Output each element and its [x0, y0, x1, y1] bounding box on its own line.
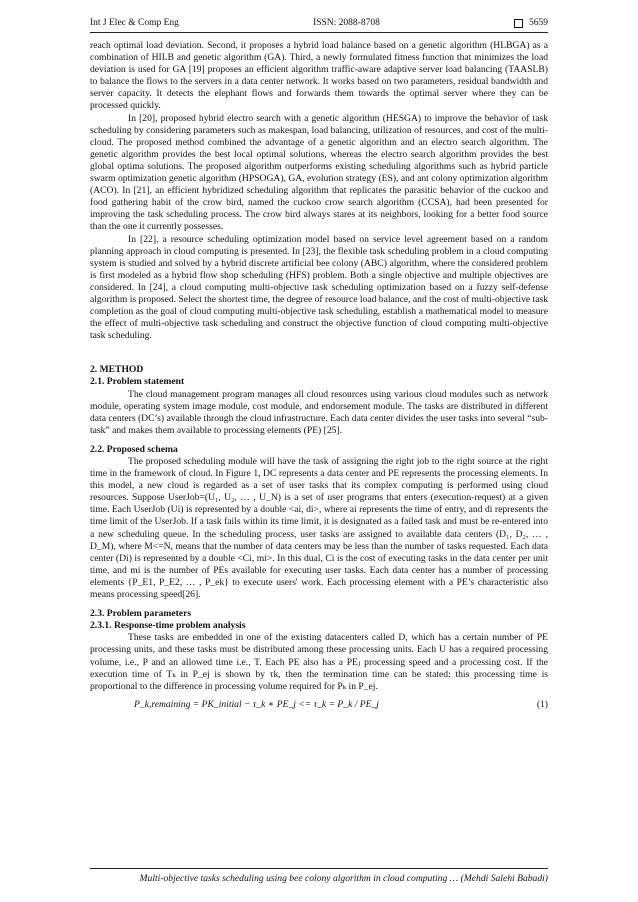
page-number: 5659: [528, 18, 548, 28]
checkbox-square-icon: [514, 19, 523, 28]
paragraph-4: The cloud management program manages all cloud resources using various cloud modules such as network module, operating system image module, cost module, and endorsement module. The tasks are distributed in different data centers (DC’s) available through the cloud infrastructure. Each data center divides the user tasks into several “sub-task” and makes them available to processing elements (PE) [25].: [90, 388, 548, 436]
paragraph-6: These tasks are embedded in one of the existing datacenters called D, which has a certain number of PE processing units, and these tasks must be distributed among these processing units. Each U has a required processing volume, i.e., P and an allowed time i.e., T. Each PE also has a PEⱼ processing speed and a processing cost. If the execution time of Tₖ in P_ej is shown by τk, then the termination time can be stated: this processing time is proportional to the difference in processing volume required for Pₖ in P_ej.: [90, 632, 548, 692]
running-header: [90, 14, 548, 32]
journal-name: Int J Elec & Comp Eng: [90, 18, 179, 28]
page-number-group: [514, 18, 548, 28]
spacer: [90, 437, 548, 444]
equation-1: [90, 699, 548, 711]
equation-number: (1): [536, 698, 548, 710]
running-footer: Multi-objective tasks scheduling using bee colony algorithm in cloud computing … (Mehdi Salehi Babadi): [139, 873, 548, 884]
issn: ISSN: 2088-8708: [313, 18, 380, 28]
paragraph-5: The proposed scheduling module will have the task of assigning the right job to the right source at the right time in the framework of cloud. In Figure 1, DC represents a data center and PE represents the processing elements. In this model, a new cloud is regarded as a set of user tasks that its complex computing is performed using cloud resources. Suppose UserJob=(U₁, U₂, … , U_N) is a set of user programs that enters (execution-request) at a given time. Each UserJob (Ui) is represented by a double <ai, di>, where ai represents the time of entry, and di represents the time limit of the UserJob. If a task fails within its time limit, it is designated as a failed task and must be re-entered into a new scheduling queue. In the scheduling process, user tasks are assigned to available data centers (D₁, D₂, … , D_M), where M<=N, means that the number of data centers may be less than the number of tasks requested. Each data center (Di) is represented by a double <Ci, mi>. In this dual, Ci is the cost of executing tasks in the data center per unit time, and mi is the number of PEs available for executing user tasks. Each data center has a number of processing elements {P_E1, P_E2, … , P_ek} to execute users' work. Each processing element with a PE’s characteristic also means processing speed[26].: [90, 456, 548, 601]
section-heading-method: 2. METHOD: [90, 364, 144, 376]
subsubsection-heading-response-time: 2.3.1. Response-time problem analysis: [90, 620, 246, 632]
subsection-heading-problem-statement: 2.1. Problem statement: [90, 376, 185, 388]
footer-rule: [90, 868, 548, 869]
paragraph-3: In [22], a resource scheduling optimization model based on service level agreement based on a random planning approach in cloud computing is presented. In [23], the flexible task scheduling problem in a cloud computing system is studied and solved by a hybrid discrete artificial bee colony (ABC) algorithm, where the considered problem is first modeled as a hybrid flow shop scheduling (HFS) problem. Both a single objective and multiple objectives are considered. In [24], a cloud computing multi-objective task scheduling optimization based on a fuzzy self-defense algorithm is proposed. Select the shortest time, the degree of resource load balance, and the cost of multi-objective task completion as the goal of cloud computing multi-objective task scheduling, establish a mathematical model to measure the effect of multi-objective task scheduling and construct the objective function of cloud computing multi-objective task scheduling.: [90, 233, 548, 342]
body-text: [90, 40, 548, 711]
paragraph-2: In [20], proposed hybrid electro search with a genetic algorithm (HESGA) to improve the behavior of task scheduling by considering parameters such as makespan, load balancing, utilization of resources, and cost of the multi-cloud. The proposed method combined the advantage of a genetic algorithm and an electro search algorithm. The genetic algorithm provides the best local optimal solutions, whereas the electro search algorithm provides the best global optima solutions. The proposed algorithm outperforms existing scheduling algorithms such as hybrid particle swarm optimization genetic algorithm (HPSOGA), GA, evolution strategy (ES), and ant colony optimization algorithm (ACO). In [21], an efficient hybridized scheduling algorithm that replicates the parasitic behavior of the cuckoo and food gathering habit of the crow bird, named the cuckoo crow search algorithm (CCSA), had been presented for improving the task scheduling process. The crow bird always stares at its neighbors, looking for a better food source than the one it currently possesses.: [90, 112, 548, 233]
spacer: [90, 601, 548, 608]
equation-text: P_k,remaining = PK_initial − τ_k ∗ PE_j <= τ_k = P_k / PE_j: [134, 698, 379, 710]
subsection-heading-proposed-schema: 2.2. Proposed schema: [90, 443, 178, 455]
header-rule: [90, 32, 548, 33]
paragraph-1: reach optimal load deviation. Second, it proposes a hybrid load balance based on a genetic algorithm (HLBGA) as a combination of HILB and genetic algorithm (GA). Third, a newly formulated fitness function that minimizes the load deviation is used for GA [19] proposes an efficient algorithm traffic-aware adaptive server load balancing (TAASLB) to balance the flows to the servers in a data center network. It works based on two parameters, residual bandwidth and server capacity. It detects the elephant flows and forwards them towards the optimal server where they can be processed quickly.: [90, 40, 548, 112]
subsection-heading-problem-parameters: 2.3. Problem parameters: [90, 608, 192, 620]
